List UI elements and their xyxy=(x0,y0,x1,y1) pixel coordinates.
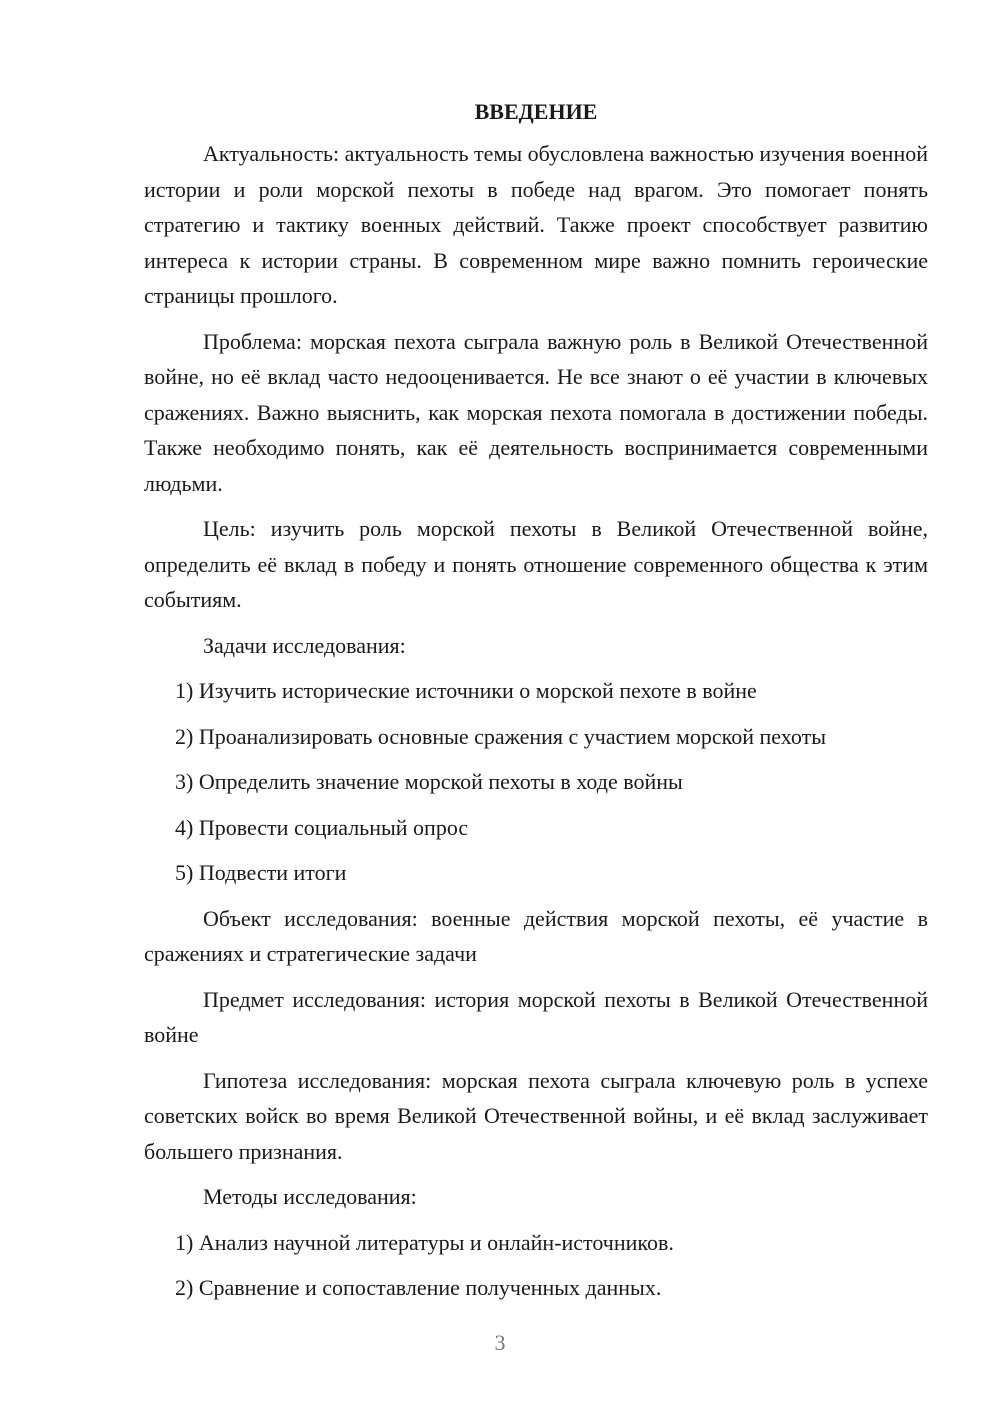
task-item: 5) Подвести итоги xyxy=(175,860,347,885)
subject-paragraph: Предмет исследования: история морской пехоты в Великой Отечественной войне xyxy=(144,986,928,1047)
section-heading: ВВЕДЕНИЕ xyxy=(474,99,598,124)
tasks-label: Задачи исследования: xyxy=(203,632,406,658)
method-item: 1) Анализ научной литературы и онлайн-источников. xyxy=(175,1229,674,1255)
task-item: 3) Определить значение морской пехоты в ходе войны xyxy=(175,769,683,794)
object-paragraph: Объект исследования: военные действия морской пехоты, её участие в сражениях и стратегические задачи xyxy=(144,905,928,966)
task-item: 1) Изучить исторические источники о морской пехоте в войне xyxy=(175,678,757,703)
page-number: 3 xyxy=(494,1330,506,1355)
methods-list xyxy=(144,1225,928,1306)
relevance-paragraph: Актуальность: актуальность темы обусловлена важностью изучения военной истории и роли морской пехоты в победе над врагом. Это помогает понять стратегию и тактику военных действий. Также проект способствует развитию интереса к истории страны. В современном мире важно помнить героические страницы прошлого. xyxy=(144,141,928,308)
methods-label: Методы исследования: xyxy=(203,1184,417,1209)
document-page xyxy=(144,96,928,1316)
hypothesis-paragraph: Гипотеза исследования: морская пехота сыграла ключевую роль в успехе советских войск во время Великой Отечественной войны, и её вклад заслуживает большего признания. xyxy=(144,1067,928,1164)
tasks-list xyxy=(144,673,928,891)
task-item: 2) Проанализировать основные сражения с участием морской пехоты xyxy=(175,723,827,749)
method-item: 2) Сравнение и сопоставление полученных данных. xyxy=(175,1275,662,1300)
task-item: 4) Провести социальный опрос xyxy=(175,814,469,840)
problem-paragraph: Проблема: морская пехота сыграла важную роль в Великой Отечественной войне, но её вклад часто недооценивается. Не все знают о её участии в ключевых сражениях. Важно выяснить, как морская пехота помогала в достижении победы. Также необходимо понять, как её деятельность воспринимается современными людьми. xyxy=(144,328,928,496)
goal-paragraph: Цель: изучить роль морской пехоты в Великой Отечественной войне, определить её вклад в победу и понять отношение современного общества к этим событиям. xyxy=(144,516,928,612)
